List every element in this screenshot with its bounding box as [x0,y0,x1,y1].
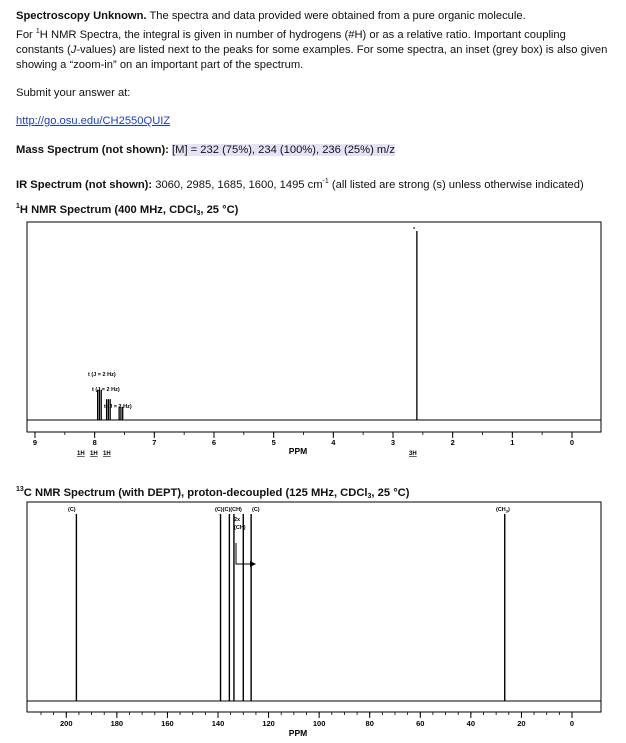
cnmr-inset-label: 2x [234,517,241,523]
submit-link-row [16,114,616,129]
cnmr-peak-label: (C) [68,507,76,513]
tick-label: 7 [152,438,157,447]
cnmr-ch3-a: (CH [496,507,506,513]
cnmr-frame [27,502,601,712]
cnmr-peak-label: (C) [252,507,260,513]
hnmr-integral: 1H [77,451,85,457]
tick-label: 6 [211,438,217,447]
tick-label: 180 [110,719,124,728]
mass-data: [M] = 232 (75%), 234 (100%), 236 (25%) m/z [172,144,395,156]
tick-label: 5 [271,438,276,447]
cnmr-title-end: , 25 °C) [371,487,410,499]
intro-line2-b: H NMR Spectra, the integral is given in number of hydrogens (#H) or as a relative ratio. Important coupling constants ( [16,29,566,56]
hnmr-integral: 1H [103,451,111,457]
hnmr-integral: 3H [409,451,417,457]
tick-label: 200 [60,719,73,728]
hnmr-multiplet-label: t (J = 2 Hz) [104,404,132,410]
tick-label: 3 [390,438,396,447]
hnmr-title [16,203,238,217]
tick-label: 4 [331,438,336,447]
hnmr-singlet-label: s [413,225,416,230]
cnmr-inset-label: (CH) [234,525,246,531]
intro-paragraph [16,9,616,73]
mass-label: Mass Spectrum (not shown): [16,144,169,156]
intro-text: The spectra and data provided were obtained from a pure organic molecule. [149,10,526,22]
hnmr-xlabel: PPM [288,446,308,456]
tick-label: 0 [569,719,575,728]
tick-label: 0 [569,438,575,447]
tick-label: 100 [312,719,326,728]
submit-label-text: Submit your answer at: [16,87,131,99]
ir-sup: -1 [322,178,329,185]
cnmr-peak-label-group: (C)(C)(CH) [215,507,242,513]
intro-line2-a: For [16,29,36,41]
cnmr-xlabel: PPM [288,728,308,738]
tick-label: 60 [416,719,425,728]
intro-sup: 1 [35,28,40,35]
cnmr-peak-label [496,507,510,514]
tick-label: 140 [211,719,225,728]
tick-label: 20 [517,719,526,728]
cnmr-title-sup: 13 [16,486,24,493]
hnmr-multiplet-label: t (J = 2 Hz) [92,387,120,393]
tick-label: 40 [466,719,476,728]
cnmr-spectrum [0,498,626,743]
cnmr-ch3-b: ) [508,507,510,513]
tick-label: 2 [450,438,455,447]
cnmr-title-text: C NMR Spectrum (with DEPT), proton-decoupled (125 MHz, CDCl [23,487,368,499]
tick-label: 160 [161,719,174,728]
tick-label: 9 [32,438,38,447]
tick-label: 1 [510,438,515,447]
intro-line2-c: -values) are listed next to the peaks for some examples. For some spectra, an inset (grey box) is also given showing a “zoom-in” on an important part of the spectrum. [16,44,608,71]
tick-label: 8 [92,438,97,447]
hnmr-integral: 1H [90,451,98,457]
hnmr-title-end: , 25 °C) [200,204,239,216]
cnmr-ch3-sub: 3 [505,508,509,514]
ir-line [16,174,616,193]
ir-values: 3060, 2985, 1685, 1600, 1495 cm [155,179,323,191]
hnmr-title-text: H NMR Spectrum (400 MHz, CDCl [19,204,197,216]
mass-line [16,143,616,158]
intro-j: J [70,44,77,56]
ir-label: IR Spectrum (not shown): [16,179,153,191]
hnmr-multiplet-label: t (J = 2 Hz) [88,372,116,378]
hnmr-spectrum [0,216,626,466]
tick-label: 80 [365,719,374,728]
ir-note: (all listed are strong (s) unless otherwise indicated) [331,179,584,191]
hnmr-frame [27,222,601,432]
tick-label: 120 [262,719,275,728]
intro-title: Spectroscopy Unknown. [16,10,147,22]
hnmr-title-sup: 1 [16,203,20,210]
submit-link[interactable]: http://go.osu.edu/CH2550QUIZ [16,115,171,127]
submit-label [16,86,616,101]
cnmr-title-sub: 3 [367,493,372,500]
hnmr-title-sub: 3 [196,210,201,217]
arrowhead-icon [250,561,256,567]
